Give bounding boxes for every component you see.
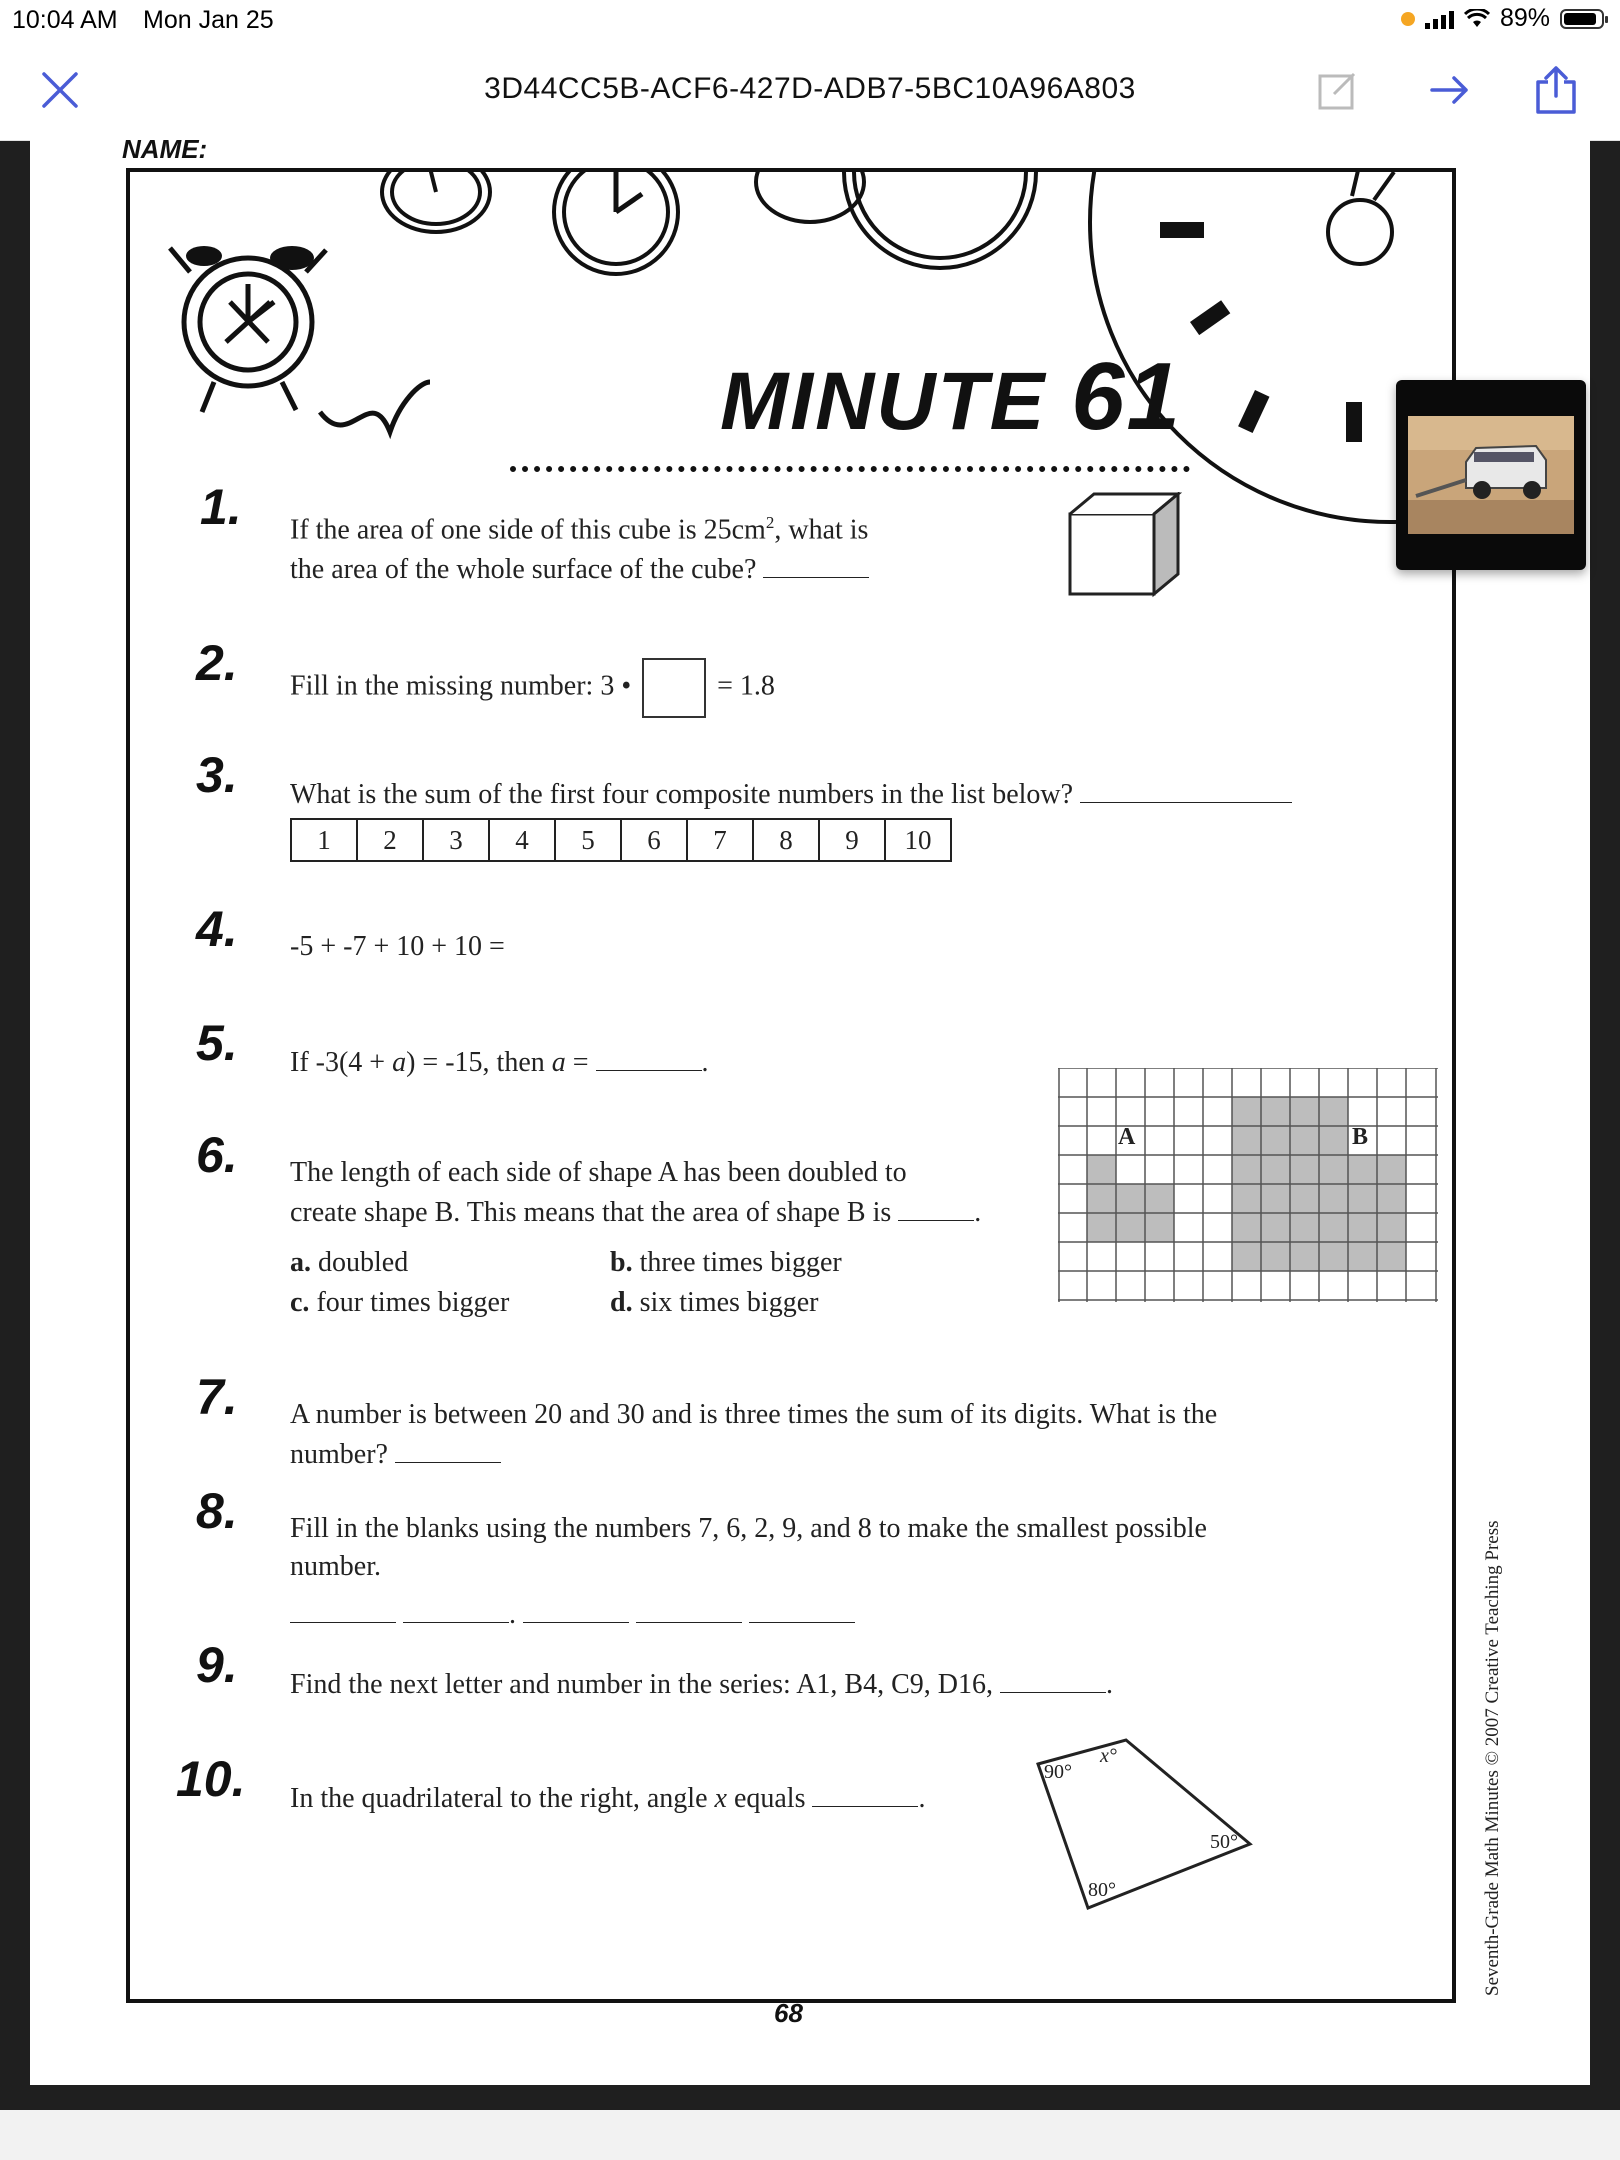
status-icons (1401, 4, 1604, 33)
document-title: 3D44CC5B-ACF6-427D-ADB7-5BC10A96A803 (484, 72, 1136, 105)
question-number: 8. (196, 1483, 238, 1539)
answer-blank (1000, 1664, 1106, 1693)
title-divider (510, 466, 1190, 472)
battery-icon (1560, 9, 1604, 29)
share-icon (1534, 64, 1578, 116)
digit-blanks: . (290, 1594, 855, 1634)
title-number: 61 (1071, 343, 1182, 450)
answer-blank (395, 1434, 501, 1463)
copyright-credit: Seventh-Grade Math Minutes © 2007 Creative Teaching Press (1482, 1520, 1503, 1996)
choice-a: a. doubled (290, 1247, 409, 1278)
question-number: 1. (200, 479, 242, 535)
question-number: 10. (176, 1751, 246, 1807)
markup-icon (1316, 68, 1360, 112)
missing-number-box (642, 658, 706, 718)
wifi-icon (1464, 9, 1490, 29)
shape-b-label: B (1352, 1124, 1369, 1150)
document-page[interactable] (30, 140, 1590, 2085)
question-number: 5. (196, 1015, 238, 1071)
forward-button[interactable] (1422, 62, 1478, 118)
angle-90-label: 90° (1044, 1761, 1072, 1783)
worksheet-title (720, 342, 1182, 452)
picture-in-picture-video[interactable] (1396, 380, 1586, 570)
answer-blank (898, 1192, 974, 1221)
answer-blank (596, 1042, 702, 1071)
clock: 10:04 AM (12, 6, 118, 34)
share-button[interactable] (1528, 62, 1584, 118)
question-number: 2. (196, 635, 238, 691)
answer-choices (290, 1244, 930, 1322)
video-frame-image (1396, 380, 1586, 570)
name-label: NAME: (122, 140, 208, 164)
choice-c: c. four times bigger (290, 1287, 510, 1318)
angle-50-label: 50° (1210, 1831, 1238, 1853)
status-bar (0, 0, 1620, 40)
date: Mon Jan 25 (143, 6, 274, 34)
question-number: 9. (196, 1637, 238, 1693)
cube-figure (1066, 492, 1182, 598)
arrow-right-icon (1428, 68, 1472, 112)
number-list: 1 2 3 4 5 6 7 8 9 10 (290, 818, 952, 862)
answer-blank (812, 1778, 918, 1807)
question-number: 4. (196, 901, 238, 957)
shape-grid-figure (1058, 1068, 1438, 1302)
cellular-signal-icon (1425, 9, 1454, 29)
quadrilateral-figure (1030, 1734, 1270, 1944)
title-word: MINUTE (720, 356, 1047, 447)
angle-x-label: x° (1100, 1745, 1117, 1767)
question-number: 7. (196, 1369, 238, 1425)
recording-indicator-icon (1401, 12, 1415, 26)
question-number: 6. (196, 1127, 238, 1183)
bottom-bar (0, 2110, 1620, 2160)
shape-a-label: A (1118, 1124, 1136, 1150)
viewer-toolbar (0, 40, 1620, 141)
page-number: 68 (774, 1998, 803, 2028)
battery-percent: 89% (1499, 4, 1550, 32)
choice-d: d. six times bigger (610, 1287, 819, 1318)
answer-blank (1080, 774, 1292, 803)
markup-button[interactable] (1310, 62, 1366, 118)
choice-b: b. three times bigger (610, 1247, 842, 1278)
worksheet-frame: MINUTE 61 1. If the area of one side of this cube is $25cm^2$, what is the area of the whole surface of the cube? 2. Fill in the missing number: 3 • = 1.8 3. What is the sum of the first four composite numbers in the list below? 1 2 3 4 5 6 7 8 9 10 4. -5 + -7 + 10 + 10 = 5. If -3(4 + a) = -15, then a = . 6. The length of each side of shape A has been doubled to create shape B. This means that the area of shape B is . a. doubled b. three times bigger c. four times bigger d. six times bigger A B 7. A number is between 20 and 30 and is three times the sum of its digits. What is the number? 8. Fill in the blanks using the numbers 7, 6, 2, 9, and 8 to make the smallest possible number. . 9. Find the next letter and number in the series: A1, B4, C9, D16, . 10. In the quadrilateral to the right, angle x equals . 90° x° 50° 80° (126, 168, 1456, 2003)
question-number: 3. (196, 747, 238, 803)
answer-blank (763, 549, 869, 578)
angle-80-label: 80° (1088, 1879, 1116, 1901)
